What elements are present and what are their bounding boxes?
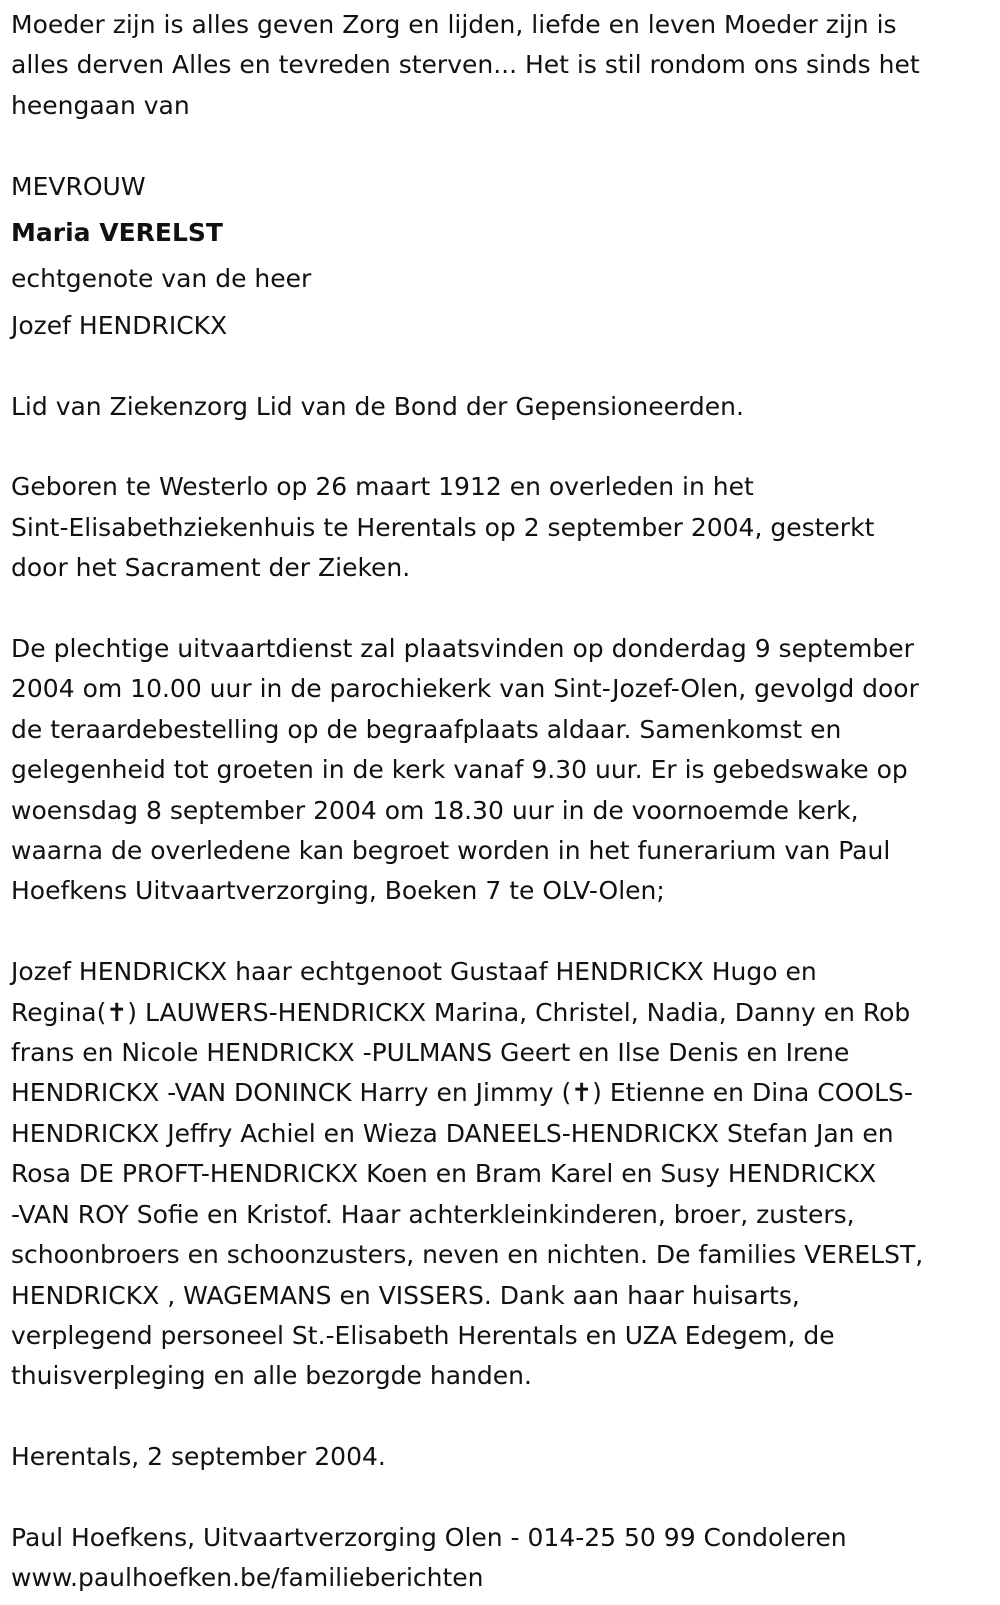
spouse-label: echtgenote van de heer	[11, 264, 312, 294]
title: MEVROUW	[11, 171, 146, 201]
intro-poem: Moeder zijn is alles geven Zorg en lijden, liefde en leven Moeder zijn is alles derven Alles en tevreden sterven... Het is stil rondom ons sinds het heengaan van	[11, 10, 920, 120]
deceased-name: Maria VERELST	[11, 218, 223, 248]
memberships: Lid van Ziekenzorg Lid van de Bond der Gepensioneerden.	[11, 391, 744, 421]
footer: Paul Hoefkens, Uitvaartverzorging Olen - 014-25 50 99 Condoleren www.paulhoefken.be/familieberichten	[11, 1522, 847, 1593]
funeral-info: De plechtige uitvaartdienst zal plaatsvinden op donderdag 9 september 2004 om 10.00 uur in de parochiekerk van Sint-Jozef-Olen, gevolgd door de teraardebestelling op de begraafplaats aldaar. Samenkomst en gelegenheid tot groeten in de kerk vanaf 9.30 uur. Er is gebedswake op woensdag 8 september 2004 om 18.30 uur in de voornoemde kerk, waarna de overledene kan begroet worden in het funerarium van Paul Hoefkens Uitvaartverzorging, Boeken 7 te OLV-Olen;	[11, 634, 919, 906]
spouse-name: Jozef HENDRICKX	[11, 310, 228, 340]
birth-death: Geboren te Westerlo op 26 maart 1912 en overleden in het Sint-Elisabethziekenhuis te Herentals op 2 september 2004, gesterkt door het Sacrament der Zieken.	[11, 472, 875, 583]
family-list: Jozef HENDRICKX haar echtgenoot Gustaaf HENDRICKX Hugo en Regina(✝) LAUWERS-HENDRICKX Marina, Christel, Nadia, Danny en Rob frans en Nicole HENDRICKX -PULMANS Geert en Ilse Denis en Irene HENDRICKX -VAN DONINCK Harry en Jimmy (✝) Etienne en Dina COOLS- HENDRICKX Jeffry Achiel en Wieza DANEELS-HENDRICKX Stefan Jan en Rosa DE PROFT-HENDRICKX Koen en Bram Karel en Susy HENDRICKX -VAN ROY Sofie en Kristof. Haar achterkleinkinderen, broer, zusters, schoonbroers en schoonzusters, neven en nichten. De families VERELST, HENDRICKX , WAGEMANS en VISSERS. Dank aan haar huisarts, verplegend personeel St.-Elisabeth Herentals en UZA Edegem, de thuisverpleging en alle bezorgde handen.	[11, 957, 924, 1391]
place-date: Herentals, 2 september 2004.	[11, 1442, 386, 1472]
